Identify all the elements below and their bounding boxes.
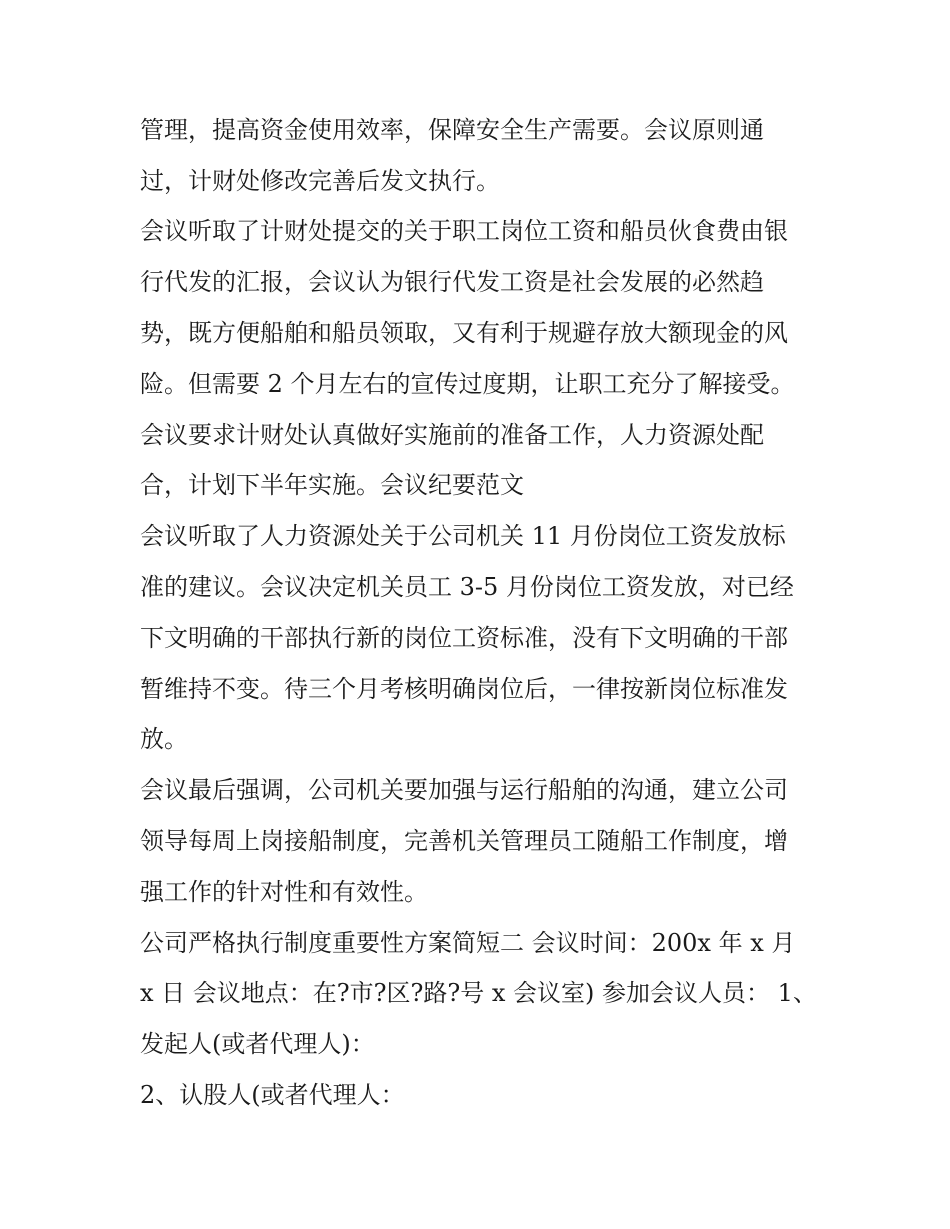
- text-line: 暂维持不变。待三个月考核明确岗位后，一律按新岗位标准发: [140, 675, 788, 703]
- text-line: 会议要求计财处认真做好实施前的准备工作，人力资源处配: [140, 421, 764, 449]
- text-line: 险。但需要 2 个月左右的宣传过度期，让职工充分了解接受。: [140, 370, 795, 398]
- text-line: 会议听取了计财处提交的关于职工岗位工资和船员伙食费由银: [140, 217, 788, 245]
- text-line: 合，计划下半年实施。会议纪要范文: [140, 471, 524, 499]
- text-line: 领导每周上岗接船制度，完善机关管理员工随船工作制度，增: [140, 827, 788, 855]
- text-line: 放。: [140, 725, 188, 753]
- text-line: 行代发的汇报，会议认为银行代发工资是社会发展的必然趋: [140, 268, 764, 296]
- text-line: 2、认股人(或者代理人：: [140, 1081, 405, 1109]
- text-line: 下文明确的干部执行新的岗位工资标准，没有下文明确的干部: [140, 624, 788, 652]
- text-line: 过，计财处修改完善后发文执行。: [140, 167, 500, 195]
- text-line: 势，既方便船舶和船员领取，又有利于规避存放大额现金的风: [140, 319, 788, 347]
- text-line: 管理，提高资金使用效率，保障安全生产需要。会议原则通: [140, 116, 764, 144]
- text-line: 强工作的针对性和有效性。: [140, 878, 428, 906]
- text-line: 准的建议。会议决定机关员工 3-5 月份岗位工资发放，对已经: [140, 573, 794, 601]
- text-line: 发起人(或者代理人)：: [140, 1030, 375, 1058]
- text-line: 会议最后强调，公司机关要加强与运行船舶的沟通，建立公司: [140, 776, 788, 804]
- text-line: x 日 会议地点：在?市?区?路?号 x 会议室) 参加会议人员： 1、: [140, 979, 817, 1007]
- text-line: 公司严格执行制度重要性方案简短二 会议时间：200x 年 x 月: [140, 929, 796, 957]
- text-line: 会议听取了人力资源处关于公司机关 11 月份岗位工资发放标: [140, 522, 786, 550]
